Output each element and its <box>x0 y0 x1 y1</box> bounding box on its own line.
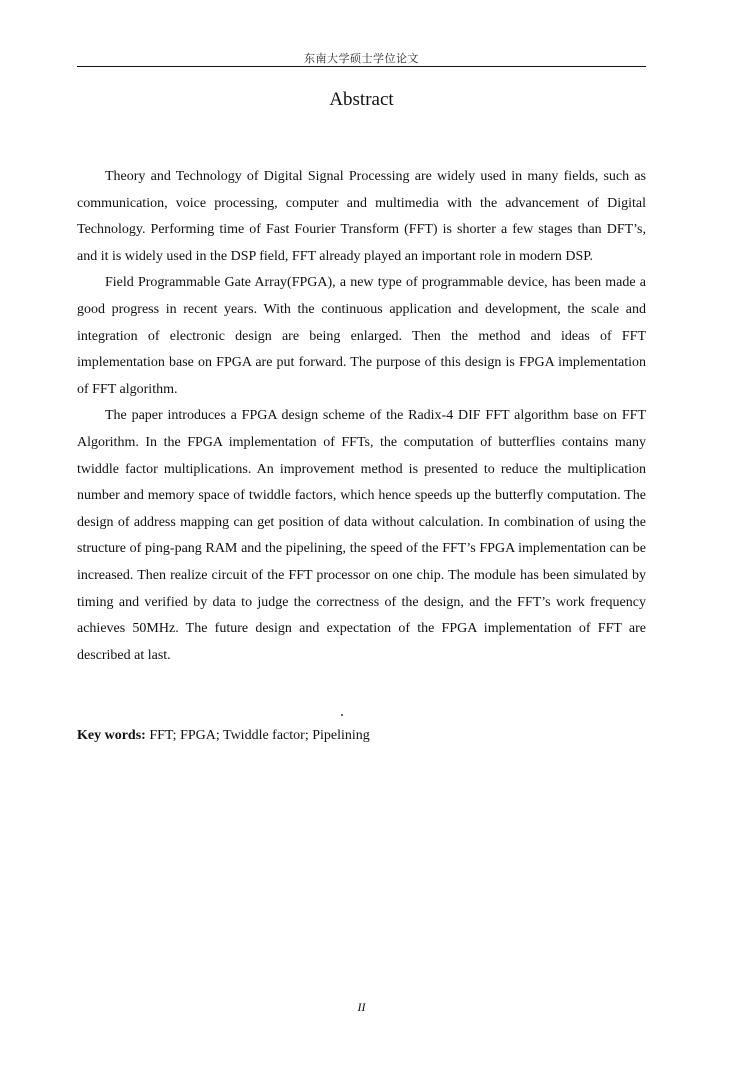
stray-mark <box>341 714 343 716</box>
keywords-line <box>77 725 646 747</box>
abstract-paragraph-1: Theory and Technology of Digital Signal Processing are widely used in many fields, such as communication, voice processing, computer and multimedia with the advancement of Digital Technology. Performing time of Fast Fourier Transform (FFT) is shorter a few stages than DFT’s, and it is widely used in the DSP field, FFT already played an important role in modern DSP. <box>77 169 646 264</box>
keywords-label: Key words: <box>77 728 146 743</box>
section-title: Abstract <box>329 89 394 110</box>
abstract-paragraph-3: The paper introduces a FPGA design scheme of the Radix-4 DIF FFT algorithm base on FFT Algorithm. In the FPGA implementation of FFTs, the computation of butterflies contains many twiddle factor multiplications. An improvement method is presented to reduce the multiplication number and memory space of twiddle factors, which hence speeds up the butterfly computation. The design of address mapping can get position of data without calculation. In combination of using the structure of ping-pang RAM and the pipelining, the speed of the FFT’s FPGA implementation can be increased. Then realize circuit of the FFT processor on one chip. The module has been simulated by timing and verified by data to judge the correctness of the design, and the FFT’s work frequency achieves 50MHz. The future design and expectation of the FPGA implementation of FFT are described at last. <box>77 408 646 663</box>
page-number: II <box>357 1000 366 1014</box>
keywords-text: FFT; FPGA; Twiddle factor; Pipelining <box>149 728 370 743</box>
running-header: 东南大学硕士学位论文 <box>304 53 419 65</box>
abstract-body <box>77 164 646 669</box>
header-rule <box>77 66 646 67</box>
abstract-paragraph-2: Field Programmable Gate Array(FPGA), a new type of programmable device, has been made a good progress in recent years. With the continuous application and development, the scale and integration of electronic design are being enlarged. Then the method and ideas of FFT implementation base on FPGA are put forward. The purpose of this design is FPGA implementation of FFT algorithm. <box>77 275 646 397</box>
